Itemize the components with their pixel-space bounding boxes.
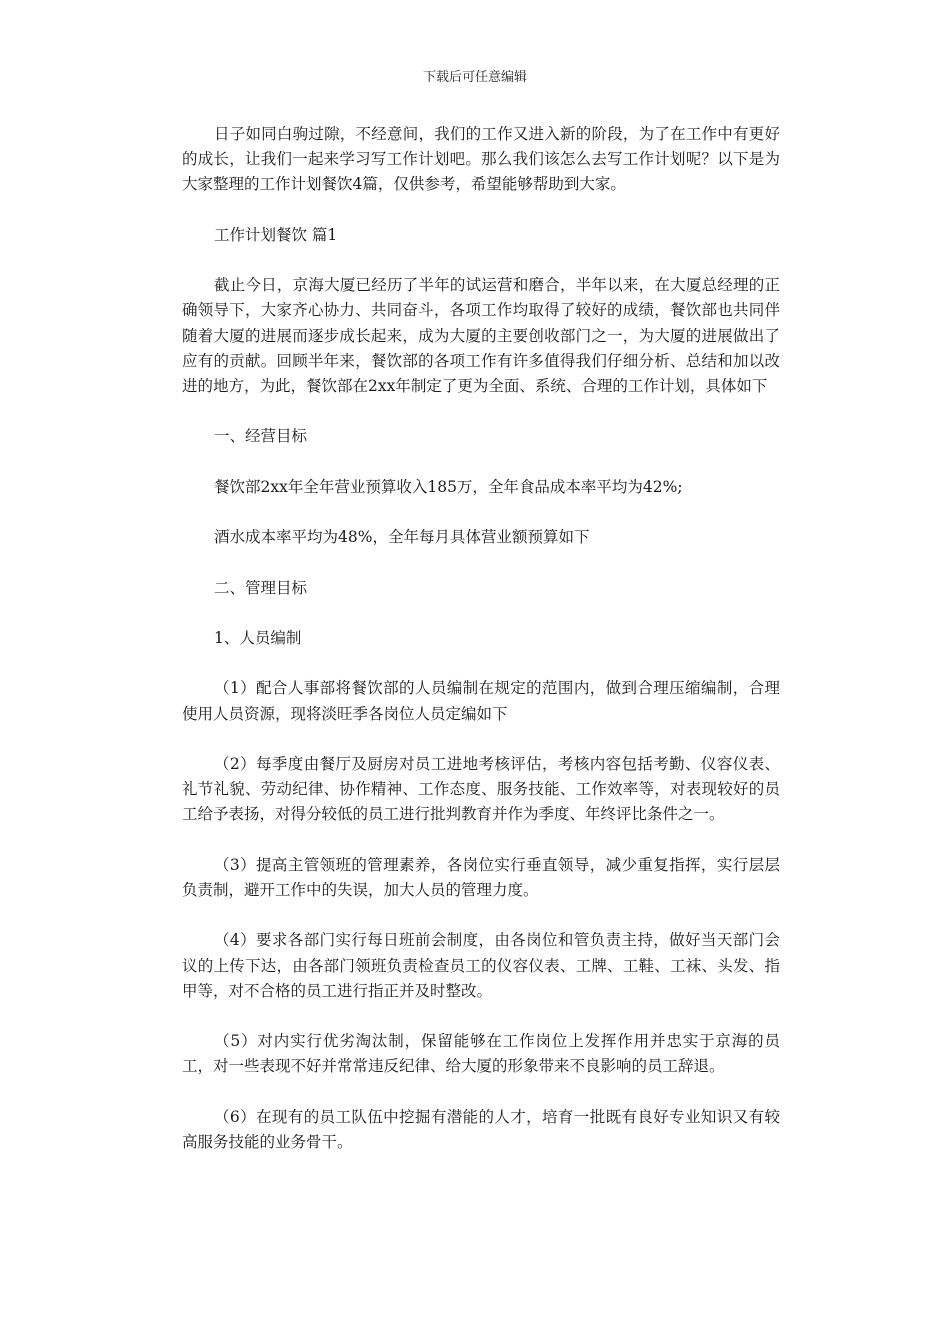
heading-management-goals: 二、管理目标 (214, 578, 308, 597)
list-item: （4）要求各部门实行每日班前会制度，由各岗位和管负责主持，做好当天部门会议的上传下达，由各部门领班负责检查员工的仪容仪表、工牌、工鞋、工袜、头发、指甲等，对不合格的员工进行指正并及时整改。 (182, 931, 780, 1000)
page-header: 下载后可任意编辑 (422, 70, 527, 85)
list-item: （6）在现有的员工队伍中挖掘有潜能的人才，培育一批既有良好专业知识又有较高服务技能的业务骨干。 (182, 1107, 780, 1151)
list-item: （2）每季度由餐厅及厨房对员工进地考核评估，考核内容包括考勤、仪容仪表、礼节礼貌、劳动纪律、协作精神、工作态度、服务技能、工作效率等，对表现较好的员工给予表扬，对得分较低的员工进行批判教育并作为季度、年终评比条件之一。 (182, 754, 780, 824)
intro-paragraph: 日子如同白驹过隙，不经意间，我们的工作又进入新的阶段，为了在工作中有更好的成长，让我们一起来学习写工作计划吧。那么我们该怎么去写工作计划呢？以下是为大家整理的工作计划餐饮4篇，仅供参考，希望能够帮助到大家。 (182, 125, 780, 194)
heading-operating-goals: 一、经营目标 (214, 427, 308, 446)
list-item: （1）配合人事部将餐饮部的人员编制在规定的范围内，做到合理压缩编制，合理使用人员资源，现将淡旺季各岗位人员定编如下 (182, 679, 780, 723)
subheading-staffing: 1、人员编制 (214, 628, 302, 647)
body-paragraph: 酒水成本率平均为48%，全年每月具体营业额预算如下 (214, 528, 590, 547)
list-item: （5）对内实行优劣淘汰制，保留能够在工作岗位上发挥作用并忠实于京海的员工，对一些表现不好并常常违反纪律、给大厦的形象带来不良影响的员工辞退。 (182, 1032, 780, 1076)
document-body (182, 122, 780, 1180)
body-paragraph: 餐饮部2xx年全年营业预算收入185万，全年食品成本率平均为42%; (214, 477, 683, 496)
list-item: （3）提高主管领班的管理素养，各岗位实行垂直领导，减少重复指挥，实行层层负责制，避开工作中的失误，加大人员的管理力度。 (182, 855, 780, 899)
section-title: 工作计划餐饮 篇1 (214, 225, 338, 244)
body-paragraph: 截止今日，京海大厦已经历了半年的试运营和磨合，半年以来，在大厦总经理的正确领导下，大家齐心协力、共同奋斗，各项工作均取得了较好的成绩，餐饮部也共同伴随着大厦的进展而逐步成长起来，成为大厦的主要创收部门之一，为大厦的进展做出了应有的贡献。回顾半年来，餐饮部的各项工作有许多值得我们仔细分析、总结和加以改进的地方，为此，餐饮部在2xx年制定了更为全面、系统、合理的工作计划，具体如下 (182, 276, 780, 395)
